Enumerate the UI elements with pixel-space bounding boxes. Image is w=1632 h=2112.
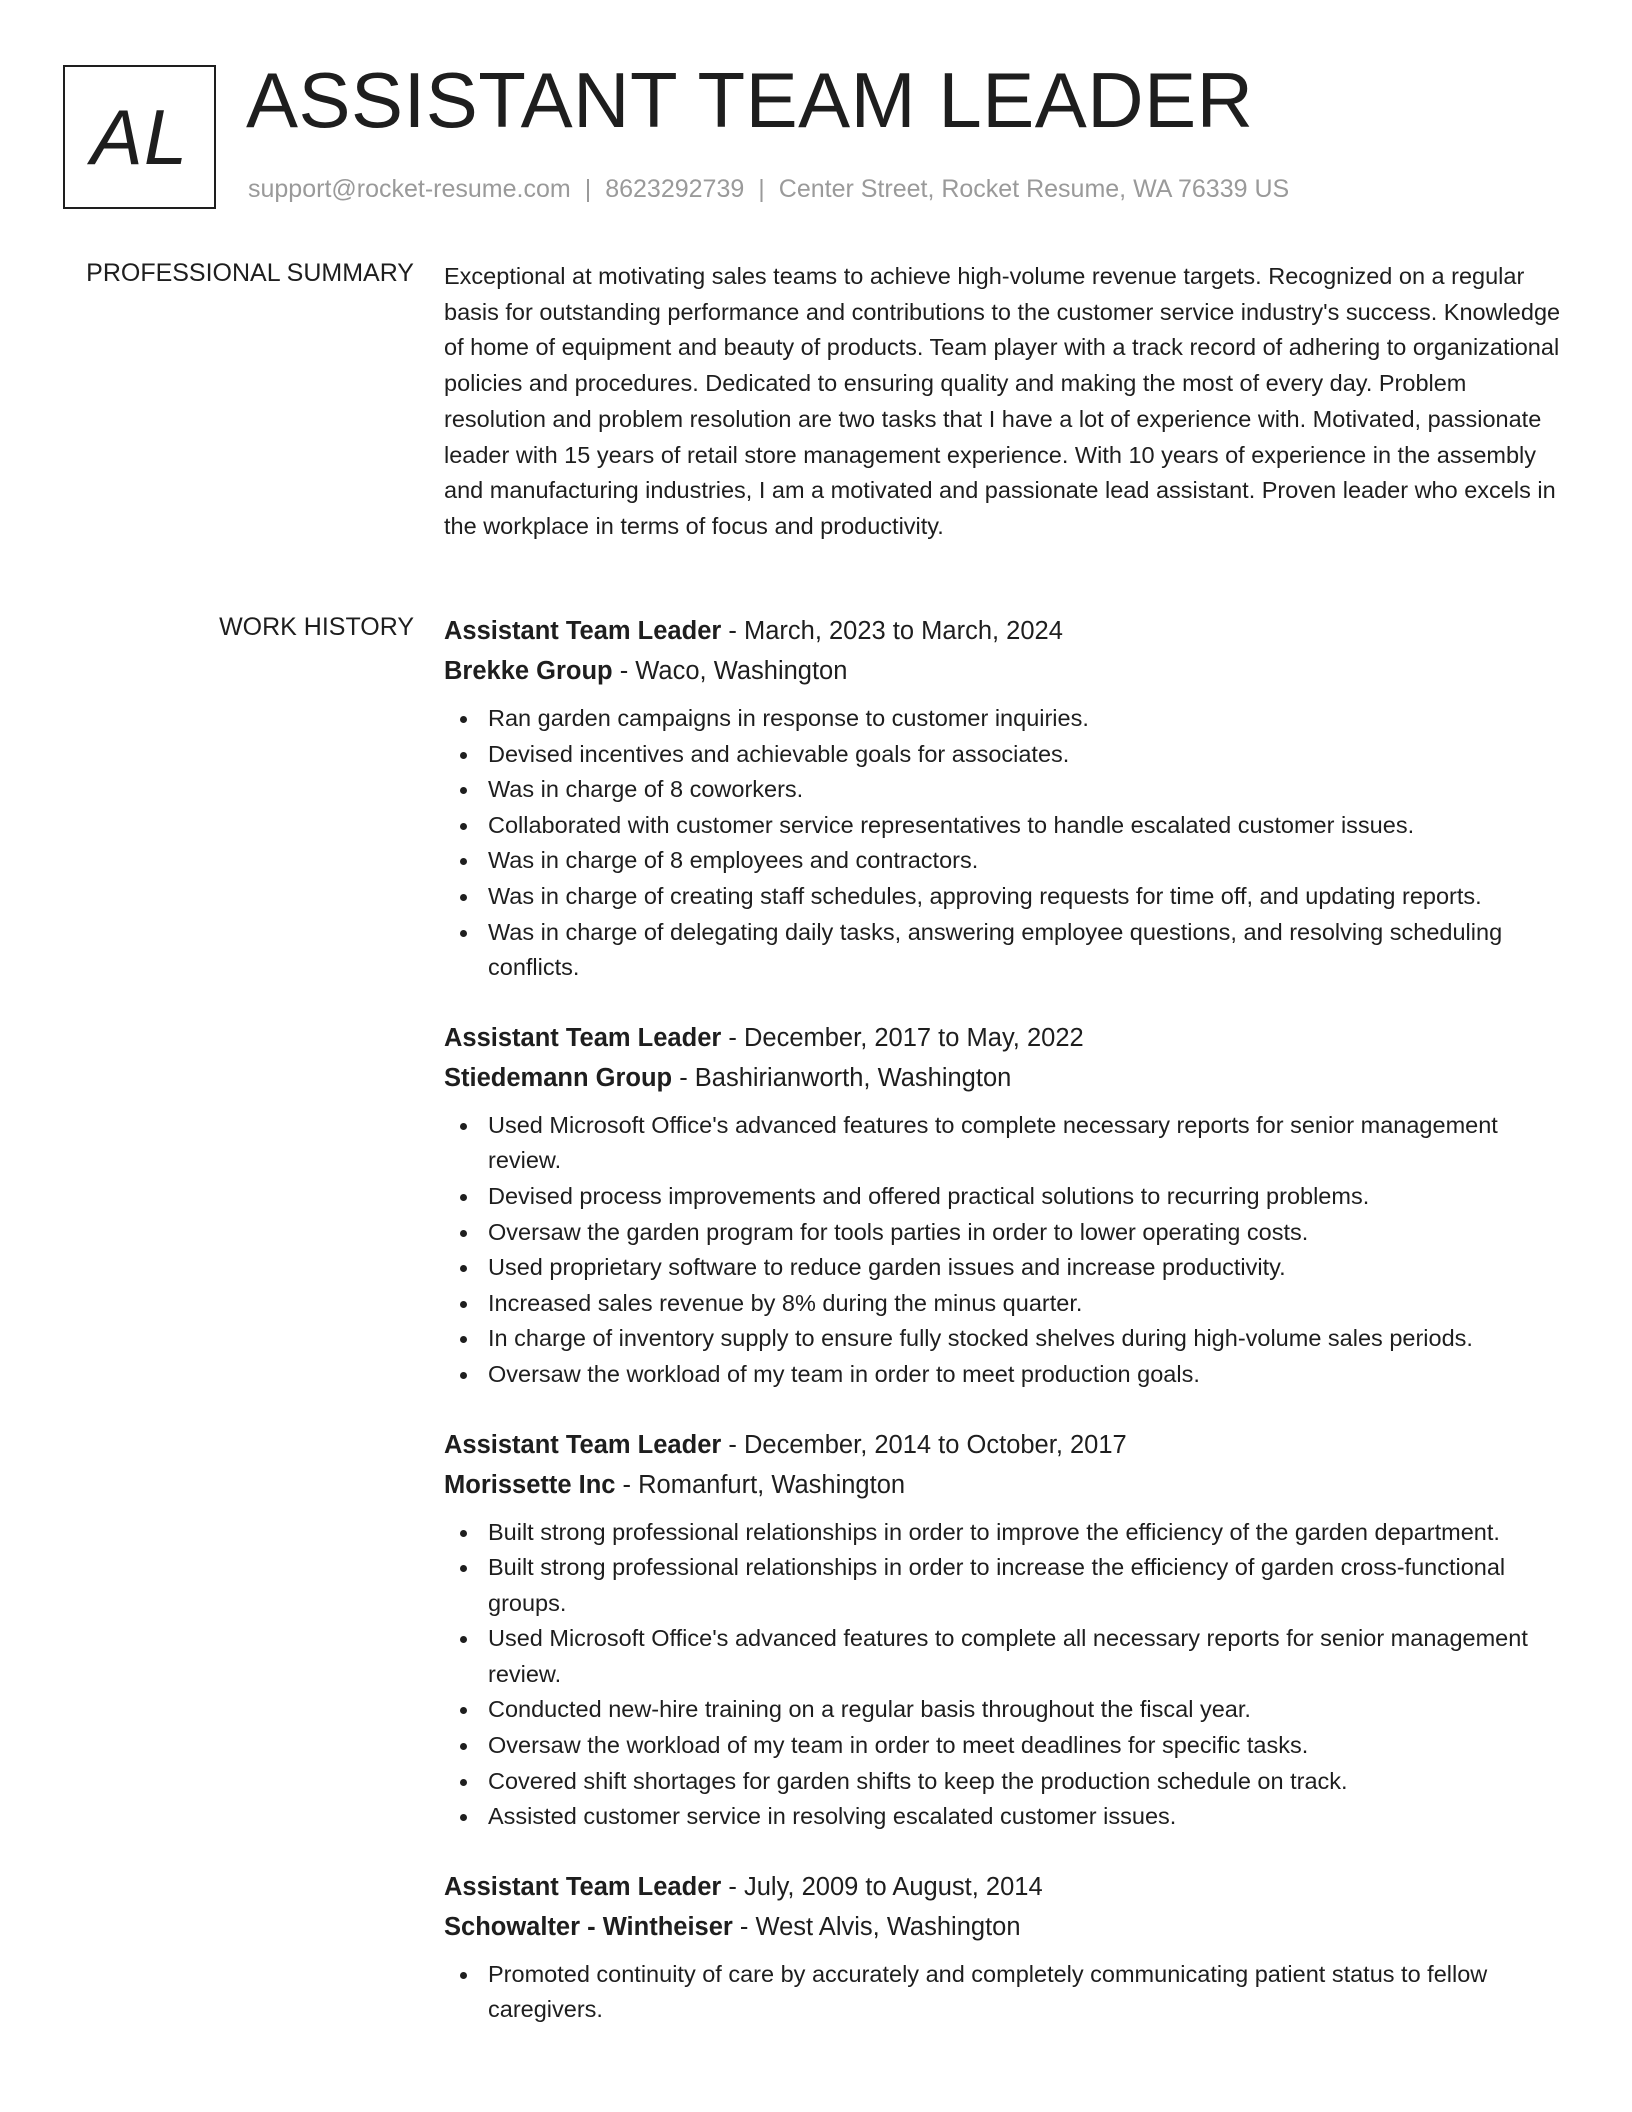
contact-separator: | <box>584 175 592 203</box>
job-bullet: Devised incentives and achievable goals for associates. <box>444 737 1564 773</box>
work-history-body <box>444 611 1564 2060</box>
job-dates: - March, 2023 to March, 2024 <box>721 617 1063 645</box>
job-bullet: Promoted continuity of care by accurately and completely communicating patient status to fellow caregivers. <box>444 1957 1564 2028</box>
job-bullet: Built strong professional relationships in order to increase the efficiency of garden cross-functional groups. <box>444 1550 1564 1621</box>
job-dates: - July, 2009 to August, 2014 <box>721 1872 1043 1901</box>
job-bullet: Oversaw the workload of my team in order to meet deadlines for specific tasks. <box>444 1728 1564 1764</box>
job-entry <box>444 1018 1564 1393</box>
job-company: Brekke Group <box>444 657 613 685</box>
job-bullet: Oversaw the garden program for tools parties in order to lower operating costs. <box>444 1215 1564 1251</box>
job-title: Assistant Team Leader <box>444 1430 722 1459</box>
summary-body <box>444 259 1564 545</box>
contact-address: Center Street, Rocket Resume, WA 76339 US <box>778 175 1290 203</box>
job-entry <box>444 1867 1564 2028</box>
job-bullet: Built strong professional relationships in order to improve the efficiency of the garden department. <box>444 1515 1564 1551</box>
job-bullets <box>444 1515 1564 1835</box>
job-title: Assistant Team Leader <box>444 617 722 645</box>
contact-phone: 8623292739 <box>605 175 745 203</box>
job-bullet: Assisted customer service in resolving escalated customer issues. <box>444 1799 1564 1835</box>
job-company: Stiedemann Group <box>444 1063 673 1092</box>
contact-separator: | <box>758 175 765 203</box>
job-bullet: Was in charge of 8 employees and contractors. <box>444 843 1564 879</box>
job-title-line <box>444 1018 1564 1058</box>
job-entry <box>444 611 1564 986</box>
job-bullet: Used Microsoft Office's advanced features to complete necessary reports for senior management review. <box>444 1108 1564 1179</box>
job-title-line <box>444 1425 1564 1465</box>
job-location: - Romanfurt, Washington <box>615 1470 906 1499</box>
contact-email: support@rocket-resume.com <box>248 175 571 203</box>
job-bullet: Increased sales revenue by 8% during the minus quarter. <box>444 1286 1564 1322</box>
job-entry <box>444 1425 1564 1835</box>
job-title: Assistant Team Leader <box>444 1872 722 1901</box>
job-bullet: In charge of inventory supply to ensure fully stocked shelves during high-volume sales periods. <box>444 1321 1564 1357</box>
job-title: Assistant Team Leader <box>444 1023 722 1052</box>
job-company: Schowalter - Wintheiser <box>444 1912 733 1941</box>
job-dates: - December, 2014 to October, 2017 <box>721 1430 1127 1459</box>
job-bullet: Used Microsoft Office's advanced features to complete all necessary reports for senior management review. <box>444 1621 1564 1692</box>
monogram-initials: AL <box>90 92 189 181</box>
job-bullets <box>444 1108 1564 1393</box>
job-bullet: Was in charge of 8 coworkers. <box>444 772 1564 808</box>
job-dates: - December, 2017 to May, 2022 <box>721 1023 1084 1052</box>
monogram-box <box>63 65 216 209</box>
summary-heading: PROFESSIONAL SUMMARY <box>86 259 414 287</box>
job-bullet: Oversaw the workload of my team in order to meet production goals. <box>444 1357 1564 1393</box>
summary-text: Exceptional at motivating sales teams to achieve high-volume revenue targets. Recognized on a regular basis for outstanding performance and contributions to the customer service industry's success. Knowledge of home of equipment and beauty of products. Team player with a track record of adhering to organizational policies and procedures. Dedicated to ensuring quality and making the most of every day. Problem resolution and problem resolution are two tasks that I have a lot of experience with. Motivated, passionate leader with 15 years of retail store management experience. With 10 years of experience in the assembly and manufacturing industries, I am a motivated and passionate lead assistant. Proven leader who excels in the workplace in terms of focus and productivity. <box>444 263 1561 539</box>
contact-line <box>248 175 1289 204</box>
page-title: ASSISTANT TEAM LEADER <box>246 56 1254 144</box>
job-company: Morissette Inc <box>444 1470 616 1499</box>
job-bullet: Collaborated with customer service representatives to handle escalated customer issues. <box>444 808 1564 844</box>
job-bullets <box>444 701 1564 986</box>
job-company-line <box>444 1907 1564 1947</box>
job-bullet: Used proprietary software to reduce garden issues and increase productivity. <box>444 1250 1564 1286</box>
job-bullet: Conducted new-hire training on a regular basis throughout the fiscal year. <box>444 1692 1564 1728</box>
job-title-line <box>444 611 1564 651</box>
job-location: - West Alvis, Washington <box>732 1912 1021 1941</box>
job-bullet: Devised process improvements and offered practical solutions to recurring problems. <box>444 1179 1564 1215</box>
job-bullet: Ran garden campaigns in response to customer inquiries. <box>444 701 1564 737</box>
job-company-line <box>444 651 1564 691</box>
job-bullet: Was in charge of creating staff schedules, approving requests for time off, and updating reports. <box>444 879 1564 915</box>
job-location: - Bashirianworth, Washington <box>672 1063 1012 1092</box>
job-bullet: Covered shift shortages for garden shifts to keep the production schedule on track. <box>444 1764 1564 1800</box>
job-company-line <box>444 1465 1564 1505</box>
job-location: - Waco, Washington <box>612 657 848 685</box>
job-bullets <box>444 1957 1564 2028</box>
work-history-heading: WORK HISTORY <box>219 613 414 641</box>
job-title-line <box>444 1867 1564 1907</box>
job-bullet: Was in charge of delegating daily tasks, answering employee questions, and resolving scheduling conflicts. <box>444 915 1564 986</box>
job-company-line <box>444 1058 1564 1098</box>
